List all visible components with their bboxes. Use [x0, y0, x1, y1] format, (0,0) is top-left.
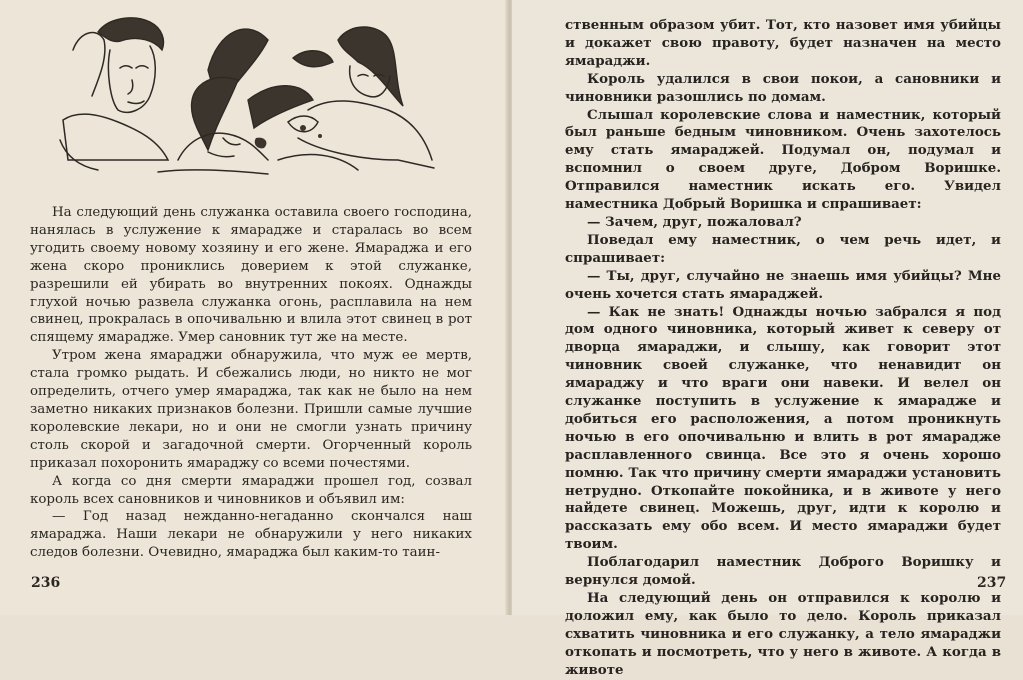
paragraph-continued: ственным образом убит. Тот, кто назовет имя убийцы и докажет свою правоту, будет назначен на место ямараджи.: [565, 17, 1001, 69]
page-number-left: 236: [31, 575, 61, 591]
paragraph: — Зачем, друг, пожаловал?: [587, 213, 802, 230]
left-page: [0, 0, 508, 615]
paragraph: — Ты, друг, случайно не знаешь имя убийцы? Мне очень хочется стать ямараджей.: [565, 267, 1001, 302]
page-number-right: 237: [977, 575, 1007, 591]
paragraph: На следующий день служанка оставила своего господина, нанялась в услужение к ямарадже и старалась во всем угодить своему новому хозяину и его жене. Ямараджа и его жена скоро прониклись доверием к этой служанке, разрешили ей убирать во внутренних покоях. Однажды глухой ночью развела служанка огонь, расплавила на нем свинец, прокралась в опочивальню и влила этот свинец в рот спящему ямарадже. Умер сановник тут же на месте.: [30, 205, 472, 346]
paragraph: Поблагодарил наместник Доброго Воришку и вернулся домой.: [565, 554, 1001, 589]
paragraph: А когда со дня смерти ямараджи прошел год, созвал король всех сановников и чиновников и объявил им:: [30, 473, 472, 507]
ink-illustration: [58, 10, 438, 180]
paragraph: На следующий день он отправился к королю и доложил ему, как было то дело. Король приказал схватить чиновника и его служанку, а тело ямараджи откопать и посмотреть, что у него в животе. А когда в животе: [565, 590, 1001, 678]
paragraph: — Год назад нежданно-негаданно скончался наш ямараджа. Наши лекари не обнаружили у него никаких следов болезни. Очевидно, ямараджа был каким-то таин-: [30, 509, 472, 561]
paragraph: Слышал королевские слова и наместник, который был раньше бедным чиновником. Очень захотелось ему стать ямараджей. Подумал он, подумал и вспомнил о своем друге, Добром Воришке. Отправился наместник искать его. Увидел наместника Добрый Воришка и спрашивает:: [565, 106, 1001, 213]
paragraph: Поведал ему наместник, о чем речь идет, и спрашивает:: [565, 231, 1001, 266]
right-page-text: [565, 17, 1001, 680]
paragraph: — Как не знать! Однажды ночью забрался я под дом одного чиновника, который живет к северу от дворца ямараджи, и слышу, как говорит этот чиновник своей служанке, что ненавидит он ямараджу и что враги они навеки. И велел он служанке поступить в услужение к ямарадже и добиться его расположения, а потом проникнуть ночью в его опочивальню и влить в рот ямарадже расплавленного свинца. Все это я очень хорошо помню. Так что причину смерти ямараджи установить нетрудно. Откопайте покойника, и в животе у него найдете свинец. Можешь, друг, идти к королю и рассказать ему обо всем. И место ямараджи будет твоим.: [565, 303, 1001, 553]
paragraph: Утром жена ямараджи обнаружила, что муж ее мертв, стала громко рыдать. И сбежались люди, но никто не мог определить, отчего умер ямараджа, так как не было на нем заметно никаких признаков болезни. Пришли самые лучшие королевские лекари, но и они не смогли узнать причину столь скорой и загадочной смерти. Огорченный король приказал похоронить ямараджу со всеми почестями.: [30, 348, 472, 471]
paragraph: Король удалился в свои покои, а сановники и чиновники разошлись по домам.: [565, 70, 1001, 105]
left-page-text: [30, 204, 472, 562]
